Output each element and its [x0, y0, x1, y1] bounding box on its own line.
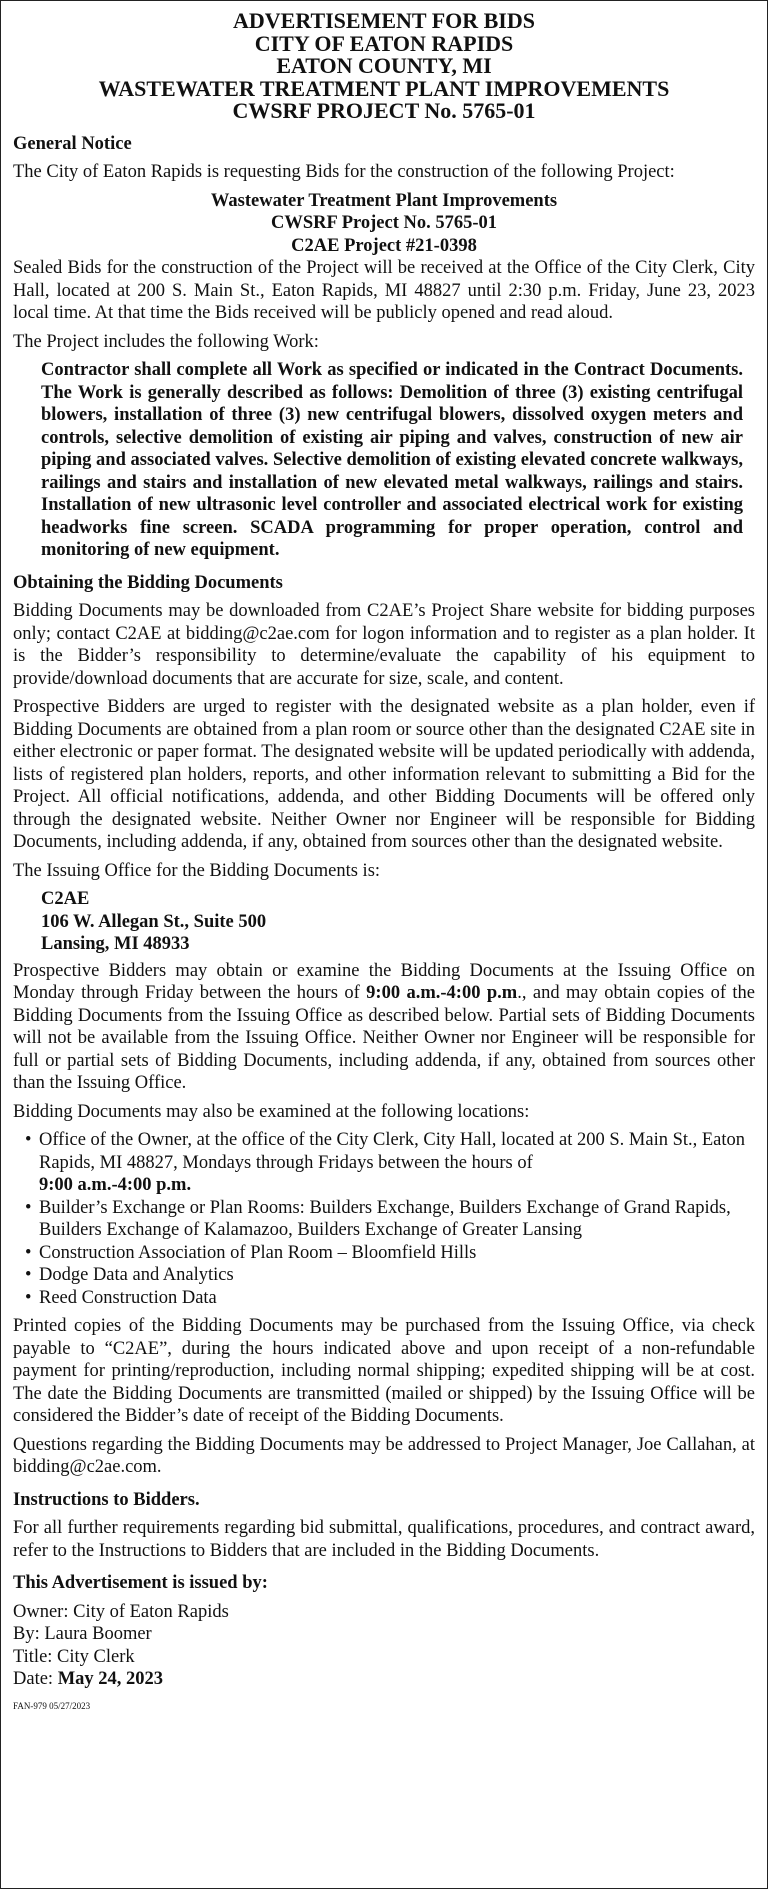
header-line-5: CWSRF PROJECT No. 5765-01	[232, 98, 536, 123]
bullet-icon: •	[25, 1287, 32, 1308]
header-line-4: WASTEWATER TREATMENT PLANT IMPROVEMENTS	[98, 75, 670, 101]
list-item	[25, 1264, 755, 1287]
instructions-paragraph: For all further requirements regarding bid submittal, qualifications, procedures, and contract award, refer to the Instructions to Bidders that are included in the Bidding Documents.	[13, 1518, 755, 1561]
header-line-3: EATON COUNTY, MI	[276, 53, 492, 78]
list-item	[25, 1287, 755, 1310]
list-item	[25, 1129, 755, 1197]
hours-text-bold: 9:00 a.m.-4:00 p.m	[366, 983, 518, 1003]
owner-line: Owner: City of Eaton Rapids	[13, 1601, 229, 1622]
hours-text-a: Prospective Bidders may obtain or examine the Bidding Documents at the Issuing Office on Monday through Friday between the hours of	[13, 960, 755, 1003]
locations-list	[25, 1129, 755, 1309]
project-title-line-2: CWSRF Project No. 5765-01	[270, 213, 498, 233]
issuing-office-address	[41, 888, 755, 956]
hours-text-b: ., and may obtain copies of the Bidding Documents from the Issuing Office as described below. Partial sets of Bidding Documents will not be available from the Issuing Office. Neither Owner nor Engineer will be responsible for full or partial sets of Bidding Documents, including addenda, if any, obtained from sources other than the Issuing Office.	[13, 983, 755, 1093]
location-hours: 9:00 a.m.-4:00 p.m.	[39, 1175, 192, 1195]
work-description: Contractor shall complete all Work as specified or indicated in the Contract Documents. The Work is generally described as follows: Demolition of three (3) existing centrifugal blowers, installation of three (3) new centrifugal blowers, dissolved oxygen meters and controls, selective demolition of existing air piping and valves, construction of new air piping and associated valves. Selective demolition of existing elevated concrete walkways, railings and stairs and installation of new elevated metal walkways, railings and stairs. Installation of new ultrasonic level controller and associated electrical work for existing headworks fine screen. SCADA programming for proper operation, control and monitoring of new equipment.	[41, 360, 743, 560]
work-intro: The Project includes the following Work:	[13, 331, 319, 352]
location-text: Dodge Data and Analytics	[39, 1265, 234, 1285]
header-line-1: ADVERTISEMENT FOR BIDS	[233, 8, 535, 33]
date-line	[13, 1668, 755, 1691]
bullet-icon: •	[25, 1197, 32, 1218]
issuing-office-intro: The Issuing Office for the Bidding Documents is:	[13, 860, 381, 881]
document-header	[13, 10, 755, 123]
bullet-icon: •	[25, 1265, 32, 1285]
location-text: Reed Construction Data	[39, 1287, 217, 1308]
project-title-block	[13, 190, 755, 258]
printed-copies-paragraph: Printed copies of the Bidding Documents may be purchased from the Issuing Office, via check payable to “C2AE”, during the hours indicated above and upon receipt of a non-refundable payment for printing/reproduction, including normal shipping; expedited shipping will be at cost. The date the Bidding Documents are transmitted (mailed or shipped) by the Issuing Office will be considered the Bidder’s date of receipt of the Bidding Documents.	[13, 1316, 755, 1426]
general-notice-heading: General Notice	[13, 133, 132, 154]
issuing-office-street: 106 W. Allegan St., Suite 500	[41, 911, 267, 932]
header-line-2: CITY OF EATON RAPIDS	[254, 30, 514, 56]
list-item	[25, 1242, 755, 1265]
footer-code: FAN-979 05/27/2023	[13, 1700, 91, 1711]
issuing-office-name: C2AE	[41, 889, 90, 909]
bullet-icon: •	[25, 1130, 32, 1150]
list-item	[25, 1197, 755, 1242]
date-value: May 24, 2023	[57, 1669, 164, 1689]
title-line: Title: City Clerk	[13, 1646, 135, 1667]
location-text: Builder’s Exchange or Plan Rooms: Builders Exchange, Builders Exchange of Grand Rapids, Builders Exchange of Kalamazoo, Builders Exchange of Greater Lansing	[39, 1197, 731, 1240]
questions-paragraph: Questions regarding the Bidding Documents may be addressed to Project Manager, Joe Callahan, at bidding@c2ae.com.	[13, 1434, 755, 1477]
project-title-line-3: C2AE Project #21-0398	[291, 235, 477, 256]
signature-block	[13, 1601, 755, 1691]
issuing-office-city: Lansing, MI 48933	[41, 934, 190, 954]
obtaining-heading: Obtaining the Bidding Documents	[13, 572, 283, 593]
general-notice-intro: The City of Eaton Rapids is requesting Bids for the construction of the following Project:	[13, 162, 675, 182]
location-text: Office of the Owner, at the office of the City Clerk, City Hall, located at 200 S. Main St., Eaton Rapids, MI 48827, Mondays through Fridays between the hours of	[39, 1130, 746, 1173]
instructions-heading: Instructions to Bidders.	[13, 1489, 200, 1510]
location-text: Construction Association of Plan Room – Bloomfield Hills	[39, 1242, 477, 1263]
project-title-line-1: Wastewater Treatment Plant Improvements	[210, 190, 558, 211]
locations-intro: Bidding Documents may also be examined at the following locations:	[13, 1101, 530, 1122]
bullet-icon: •	[25, 1242, 32, 1263]
obtaining-paragraph-1: Bidding Documents may be downloaded from C2AE’s Project Share website for bidding purposes only; contact C2AE at bidding@c2ae.com for logon information and to register as a plan holder. It is the Bidder’s responsibility to determine/evaluate the capability of his equipment to provide/download documents that are accurate for size, scale, and content.	[13, 601, 755, 689]
by-line: By: Laura Boomer	[13, 1624, 152, 1644]
obtaining-paragraph-2: Prospective Bidders are urged to register with the designated website as a plan holder, even if Bidding Documents are obtained from a plan room or source other than the designated C2AE site in either electronic or paper format. The designated website will be updated periodically with addenda, lists of registered plan holders, reports, and other information relevant to submitting a Bid for the Project. All official notifications, addenda, and other Bidding Documents will be offered only through the designated website. Neither Owner nor Engineer will be responsible for Bidding Documents, including addenda, if any, obtained from sources other than the designated website.	[13, 697, 755, 852]
date-label: Date:	[13, 1669, 58, 1689]
issuing-office-hours-paragraph	[13, 960, 755, 1095]
issued-by-heading: This Advertisement is issued by:	[13, 1573, 268, 1593]
sealed-bids-paragraph: Sealed Bids for the construction of the Project will be received at the Office of the City Clerk, City Hall, located at 200 S. Main St., Eaton Rapids, MI 48827 until 2:30 p.m. Friday, June 23, 2023 local time. At that time the Bids received will be publicly opened and read aloud.	[13, 258, 755, 323]
